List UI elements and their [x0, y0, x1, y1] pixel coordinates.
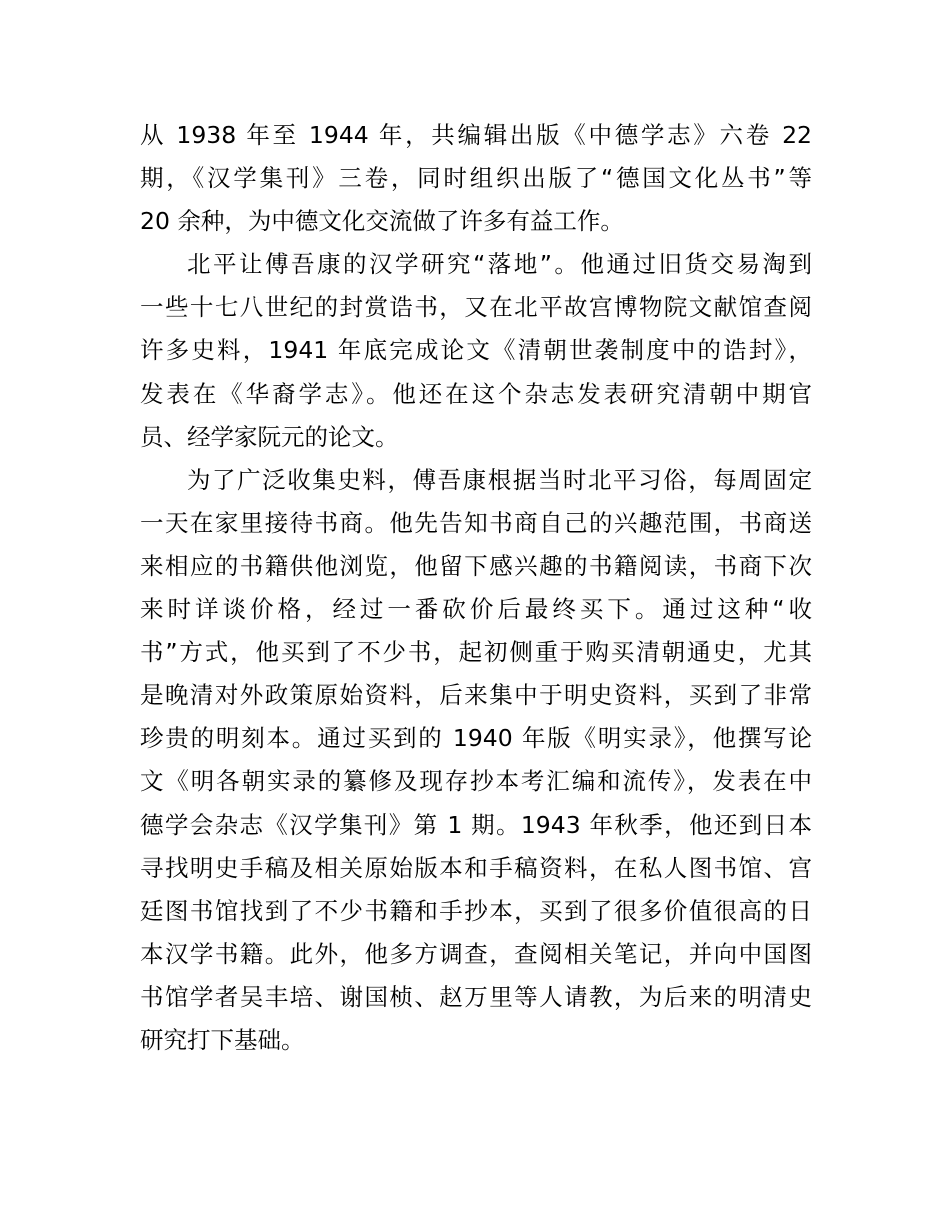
paragraph-3-line-4: 来时详谈价格，经过一番砍价后最终买下。通过这种“收	[140, 595, 812, 624]
paragraph-3-line-12: 本汉学书籍。此外，他多方调查，查阅相关笔记，并向中国图	[140, 939, 812, 968]
paragraph-3-line-7: 珍贵的明刻本。通过买到的 1940 年版《明实录》，他撰写论	[140, 724, 812, 753]
paragraph-3-line-3: 来相应的书籍供他浏览，他留下感兴趣的书籍阅读，书商下次	[140, 551, 812, 580]
paragraph-3-line-10: 寻找明史手稿及相关原始版本和手稿资料，在私人图书馆、宫	[140, 853, 812, 882]
paragraph-2-line-3: 许多史料，1941 年底完成论文《清朝世袭制度中的诰封》，	[140, 336, 812, 365]
paragraph-3-line-9: 德学会杂志《汉学集刊》第 1 期。1943 年秋季，他还到日本	[140, 810, 812, 839]
paragraph-1-line-2: 期，《汉学集刊》三卷，同时组织出版了“德国文化丛书”等	[140, 164, 812, 193]
paragraph-3-line-5: 书”方式，他买到了不少书，起初侧重于购买清朝通史，尤其	[140, 638, 812, 667]
paragraph-3-line-13: 书馆学者吴丰培、谢国桢、赵万里等人请教，为后来的明清史	[140, 982, 812, 1011]
paragraph-2-line-5: 员、经学家阮元的论文。	[140, 422, 399, 451]
paragraph-1-line-1: 从 1938 年至 1944 年，共编辑出版《中德学志》六卷 22	[140, 121, 812, 149]
paragraph-3-line-14: 研究打下基础。	[140, 1025, 305, 1054]
paragraph-3-line-6: 是晚清对外政策原始资料，后来集中于明史资料，买到了非常	[140, 681, 812, 710]
paragraph-2-line-4: 发表在《华裔学志》。他还在这个杂志发表研究清朝中期官	[140, 379, 812, 408]
paragraph-3-line-1: 为了广泛收集史料，傅吾康根据当时北平习俗，每周固定	[187, 465, 812, 494]
paragraph-3-line-11: 廷图书馆找到了不少书籍和手抄本，买到了很多价值很高的日	[140, 896, 812, 925]
paragraph-2-line-2: 一些十七八世纪的封赏诰书，又在北平故宫博物院文献馆查阅	[140, 293, 812, 322]
body-text	[140, 114, 812, 1062]
paragraph-3-line-8: 文《明各朝实录的纂修及现存抄本考汇编和流传》，发表在中	[140, 767, 812, 796]
paragraph-1-line-3: 20 余种，为中德文化交流做了许多有益工作。	[140, 207, 624, 236]
paragraph-2-line-1: 北平让傅吾康的汉学研究“落地”。他通过旧货交易淘到	[187, 250, 812, 279]
paragraph-3-line-2: 一天在家里接待书商。他先告知书商自己的兴趣范围，书商送	[140, 508, 812, 537]
